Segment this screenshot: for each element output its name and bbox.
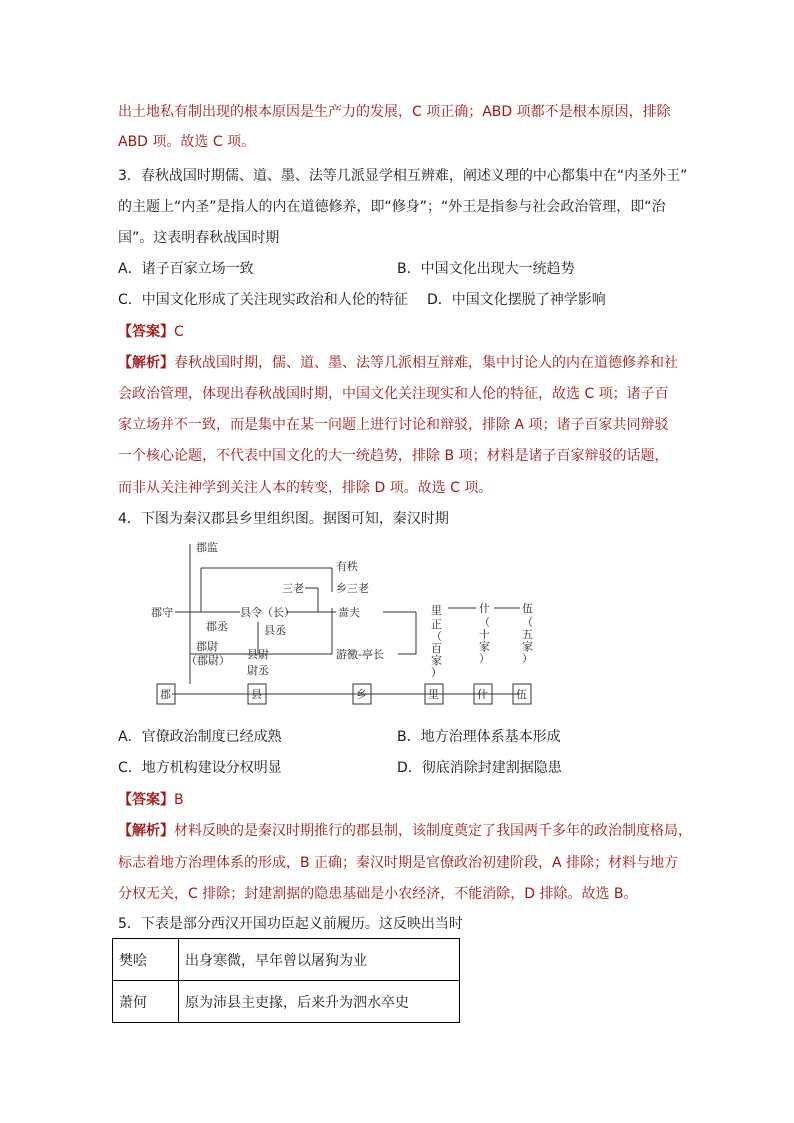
table-row bbox=[113, 939, 460, 981]
q4-answer bbox=[118, 790, 184, 810]
prev-analysis-line-2: ABD 项。故选 C 项。 bbox=[118, 134, 256, 150]
answer-value: C bbox=[174, 324, 184, 340]
label-xiancheng: 县丞 bbox=[264, 624, 286, 637]
label-lizheng-3: 百 bbox=[431, 642, 442, 655]
q4-analysis-line-1: 【解析】材料反映的是秦汉时期推行的郡县制，该制度奠定了我国两千多年的政治制度格局， bbox=[118, 823, 692, 839]
answer-value: B bbox=[174, 792, 184, 808]
label-lizheng-4: 家 bbox=[431, 654, 442, 667]
label-xianling: 县令（长） bbox=[240, 606, 295, 619]
label-juncheng: 郡丞 bbox=[206, 620, 228, 633]
q4-option-b: B．地方治理体系基本形成 bbox=[397, 729, 561, 745]
q5-table bbox=[112, 938, 460, 1023]
q3-analysis-line-4: 一个核心论题，不代表中国文化的大一统趋势，排除 B 项；材料是诸子百家辩驳的话题， bbox=[118, 448, 669, 464]
q3-stem-line-3: 国”。这表明春秋战国时期 bbox=[118, 230, 280, 246]
level-xian: 县 bbox=[251, 688, 262, 701]
q3-stem-line-2: 的主题上“内圣”是指人的内在道德修养，即“修身”；“外王是指参与社会政治管理，即“治 bbox=[118, 199, 666, 215]
q3-option-b: B．中国文化出现大一统趋势 bbox=[397, 261, 575, 277]
label-shi-2: 十 bbox=[479, 628, 490, 641]
answer-tag: 【答案】 bbox=[118, 792, 174, 808]
level-li: 里 bbox=[428, 688, 439, 701]
q3-analysis-line-5: 而非从关注神学到关注人本的转变，排除 D 项。故选 C 项。 bbox=[118, 480, 493, 496]
q4-option-a: A．官僚政治制度已经成熟 bbox=[118, 729, 282, 745]
label-sefu: 啬夫 bbox=[338, 606, 360, 619]
analysis-tag: 【解析】 bbox=[118, 355, 174, 371]
q3-analysis-line-2: 会政治管理，体现出春秋战国时期，中国文化关注现实和人伦的特征，故选 C 项；诸子百 bbox=[118, 386, 669, 402]
label-shi-4: ） bbox=[479, 652, 490, 665]
label-shi-0: 什 bbox=[479, 602, 490, 615]
label-youzhi: 有秩 bbox=[336, 560, 358, 573]
label-junwei: 郡尉 bbox=[196, 640, 218, 653]
answer-tag: 【答案】 bbox=[118, 324, 174, 340]
label-shi-3: 家 bbox=[479, 640, 490, 653]
q3-analysis-line-3: 家立场并不一致，而是集中在某一问题上进行讨论和辩驳，排除 A 项；诸子百家共同辩驳 bbox=[118, 417, 669, 433]
q3-option-a: A．诸子百家立场一致 bbox=[118, 261, 254, 277]
label-lizheng-0: 里 bbox=[431, 604, 442, 617]
label-youjiao: 游徼-亭长 bbox=[336, 648, 384, 661]
label-wu-3: 家 bbox=[522, 640, 533, 653]
label-lizheng-5: ） bbox=[431, 666, 442, 679]
q4-stem: 4．下图为秦汉郡县乡里组织图。据图可知，秦汉时期 bbox=[118, 511, 449, 527]
label-xianwei: 县尉 bbox=[247, 648, 269, 661]
table-row bbox=[113, 981, 460, 1023]
table-cell: 樊哙 bbox=[113, 939, 179, 981]
label-lizheng-2: （ bbox=[431, 630, 442, 643]
level-jun: 郡 bbox=[160, 688, 171, 701]
label-wu-1: （ bbox=[522, 616, 533, 629]
label-xiangsanlao: 乡三老 bbox=[336, 582, 369, 595]
level-shi: 什 bbox=[477, 688, 488, 701]
label-wu-4: ） bbox=[522, 652, 533, 665]
q4-option-d: D．彻底消除封建割据隐患 bbox=[397, 760, 562, 776]
q3-stem-line-1: 3．春秋战国时期儒、道、墨、法等几派显学相互辨难，阐述义理的中心都集中在“内圣外王” bbox=[118, 168, 688, 184]
table-cell: 萧何 bbox=[113, 981, 179, 1023]
label-shi-1: （ bbox=[479, 616, 490, 629]
table-cell: 原为沛县主吏掾，后来升为泗水卒史 bbox=[179, 981, 460, 1023]
prev-analysis-line-1: 出土地私有制出现的根本原因是生产力的发展，C 项正确；ABD 项都不是根本原因，排除 bbox=[118, 104, 671, 120]
level-wu: 伍 bbox=[516, 688, 527, 701]
label-weicheng: 尉丞 bbox=[247, 664, 269, 677]
q5-stem: 5．下表是部分西汉开国功臣起义前履历。这反映出当时 bbox=[118, 916, 463, 932]
q3-option-c: C．中国文化形成了关注现实政治和人伦的特征 bbox=[118, 292, 408, 308]
label-sanlao: 三老 bbox=[282, 582, 304, 595]
q4-analysis-line-3: 分权无关，C 排除；封建割据的隐患基础是小农经济，不能消除，D 排除。故选 B。 bbox=[118, 886, 638, 902]
q3-analysis-line-1: 【解析】春秋战国时期，儒、道、墨、法等几派相互辩难，集中讨论人的内在道德修养和社 bbox=[118, 355, 678, 371]
q4-analysis-line-2: 标志着地方治理体系的形成，B 正确；秦汉时期是官僚政治初建阶段，A 排除；材料与地方 bbox=[118, 855, 679, 871]
label-wu-2: 五 bbox=[522, 628, 533, 641]
label-lizheng-1: 正 bbox=[431, 618, 442, 631]
analysis-tag: 【解析】 bbox=[118, 823, 174, 839]
label-junwei-alt: （郡尉） bbox=[186, 654, 230, 667]
label-jianjun: 郡监 bbox=[196, 541, 218, 554]
q3-option-d: D．中国文化摆脱了神学影响 bbox=[427, 292, 606, 308]
q3-answer bbox=[118, 322, 184, 342]
level-xiang: 乡 bbox=[356, 688, 367, 701]
table-cell: 出身寒微，早年曾以屠狗为业 bbox=[179, 939, 460, 981]
label-junshou: 郡守 bbox=[151, 606, 173, 619]
q4-option-c: C．地方机构建设分权明显 bbox=[118, 760, 282, 776]
label-wu-0: 伍 bbox=[522, 602, 533, 615]
org-diagram bbox=[0, 536, 794, 716]
